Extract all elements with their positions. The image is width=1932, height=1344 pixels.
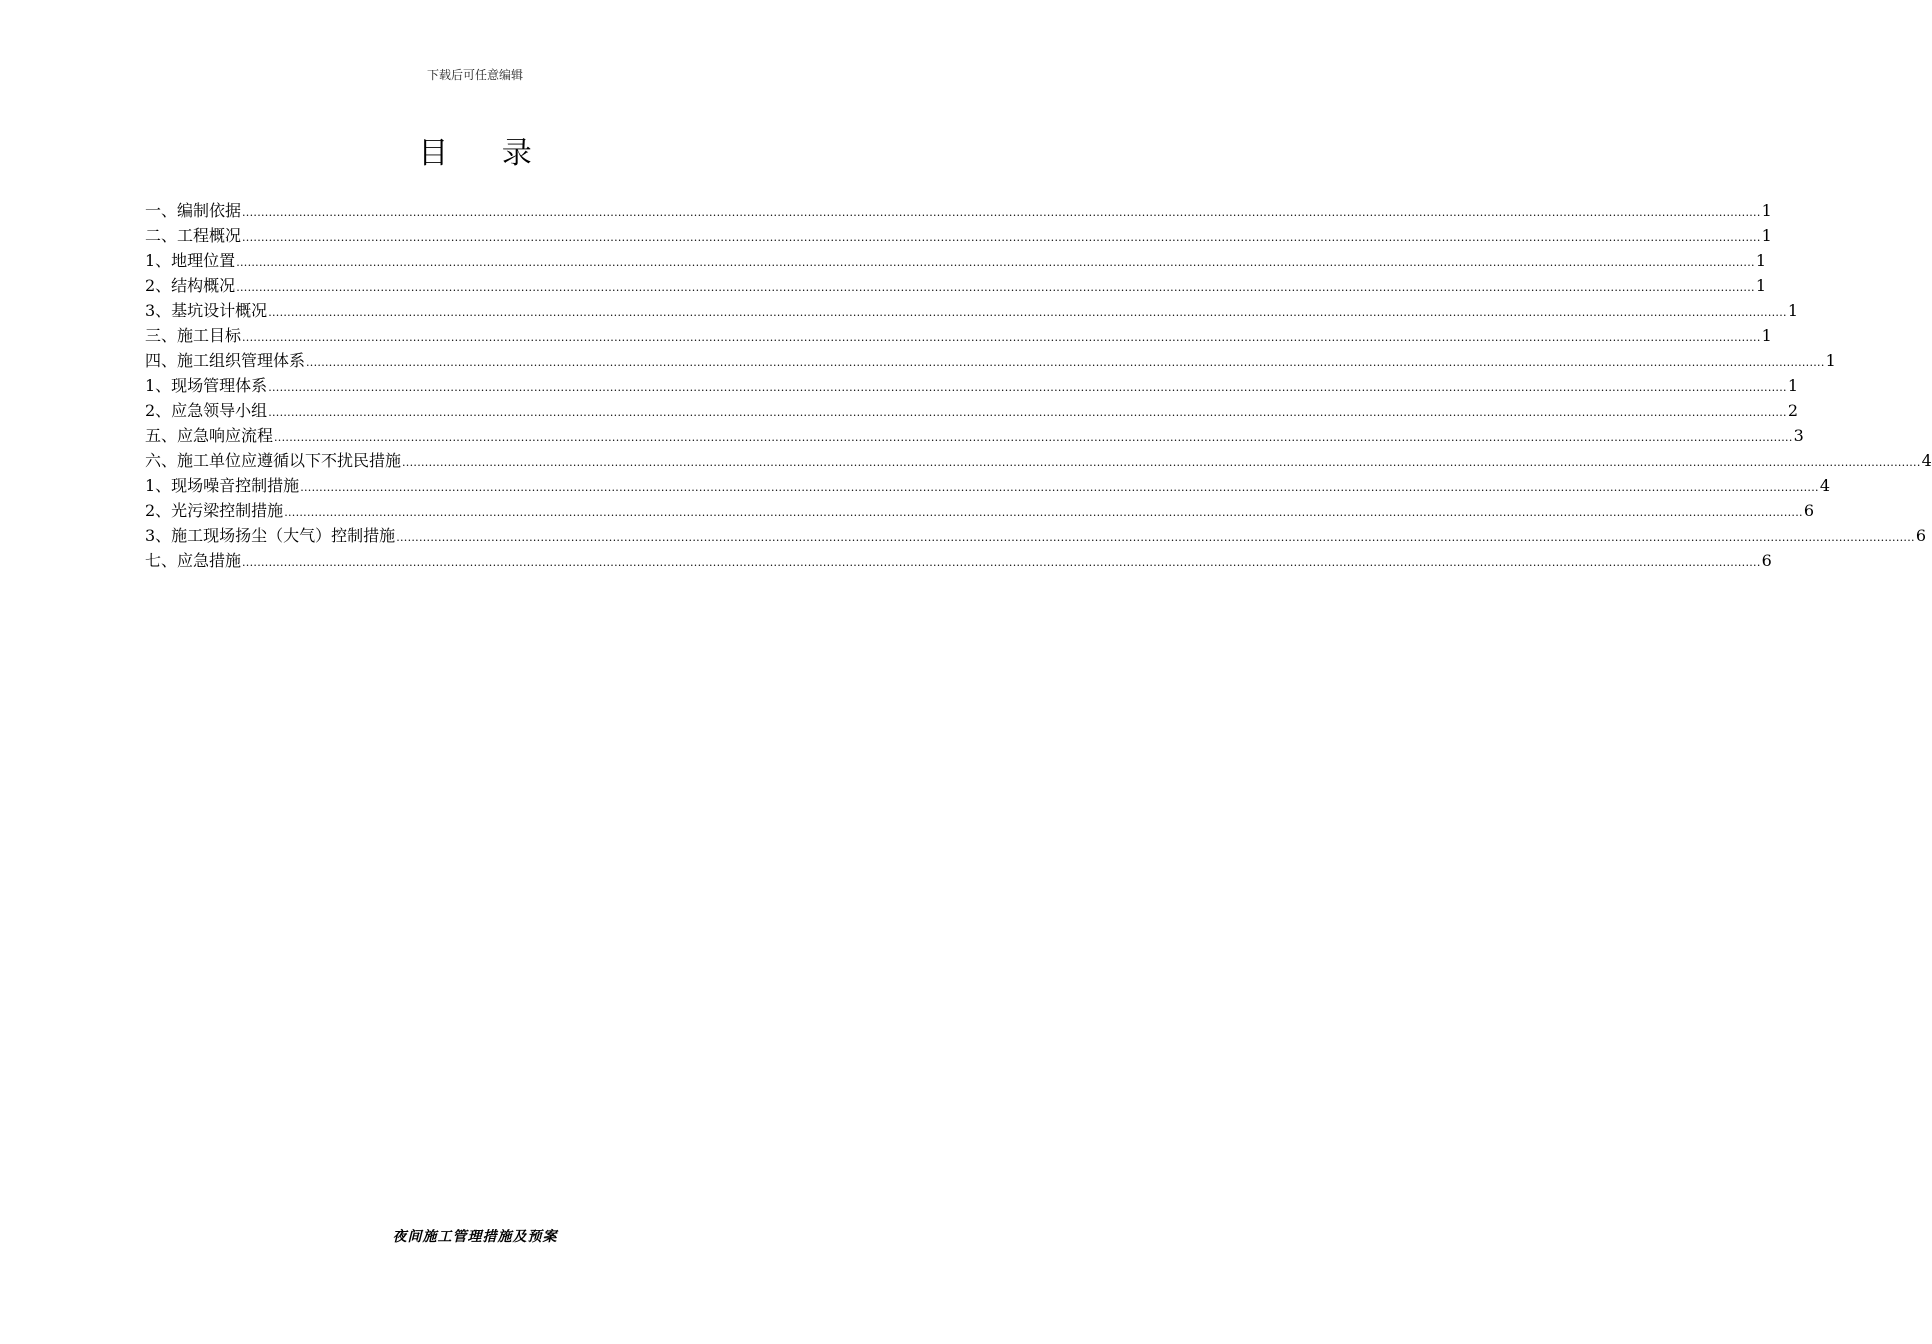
toc-entry-label: 四、施工组织管理体系 — [145, 351, 306, 370]
toc-entry-page-number: 1 — [1787, 301, 1799, 320]
toc-entry[interactable] — [145, 248, 1767, 273]
toc-dot-leader: ................................................................................................................................................................................................................................................................................................................................................................................................................ — [236, 281, 1755, 294]
toc-dot-leader: ................................................................................................................................................................................................................................................................................................................................................................................................................ — [242, 206, 1761, 219]
toc-entry-page-number: 6 — [1761, 551, 1772, 570]
table-of-contents — [145, 198, 1932, 573]
toc-entry[interactable] — [145, 423, 1804, 448]
toc-entry-label: 一、编制依据 — [145, 201, 242, 220]
toc-dot-leader: ................................................................................................................................................................................................................................................................................................................................................................................................................ — [306, 356, 1825, 369]
toc-dot-leader: ................................................................................................................................................................................................................................................................................................................................................................................................................ — [268, 306, 1787, 319]
toc-entry[interactable] — [145, 348, 1836, 373]
toc-entry[interactable] — [145, 498, 1815, 523]
toc-entry-label: 2、光污梁控制措施 — [145, 501, 284, 520]
toc-entry-page-number: 6 — [1915, 526, 1927, 545]
toc-entry[interactable] — [145, 448, 1932, 473]
page-header-note: 下载后可任意编辑 — [426, 68, 523, 82]
toc-entry[interactable] — [145, 298, 1799, 323]
toc-dot-leader: ................................................................................................................................................................................................................................................................................................................................................................................................................ — [396, 531, 1915, 544]
toc-entry-label: 五、应急响应流程 — [145, 426, 274, 445]
toc-entry-page-number: 2 — [1787, 401, 1799, 420]
toc-dot-leader: ................................................................................................................................................................................................................................................................................................................................................................................................................ — [274, 431, 1793, 444]
toc-dot-leader: ................................................................................................................................................................................................................................................................................................................................................................................................................ — [236, 256, 1755, 269]
toc-entry[interactable] — [145, 273, 1767, 298]
document-footer-title: 夜间施工管理措施及预案 — [392, 1229, 558, 1245]
toc-entry-page-number: 1 — [1761, 326, 1772, 345]
toc-entry-page-number: 4 — [1921, 451, 1932, 470]
toc-dot-leader: ................................................................................................................................................................................................................................................................................................................................................................................................................ — [242, 331, 1761, 344]
toc-entry-label: 2、应急领导小组 — [145, 401, 268, 420]
toc-entry[interactable] — [145, 548, 1772, 573]
toc-dot-leader: ................................................................................................................................................................................................................................................................................................................................................................................................................ — [242, 231, 1761, 244]
toc-entry-page-number: 1 — [1755, 276, 1767, 295]
toc-entry[interactable] — [145, 523, 1927, 548]
toc-entry[interactable] — [145, 398, 1799, 423]
toc-entry-page-number: 4 — [1819, 476, 1831, 495]
toc-entry-page-number: 1 — [1761, 226, 1772, 245]
toc-entry[interactable] — [145, 223, 1772, 248]
toc-entry[interactable] — [145, 373, 1799, 398]
toc-entry-label: 3、施工现场扬尘（大气）控制措施 — [145, 526, 396, 545]
toc-entry-label: 2、结构概况 — [145, 276, 236, 295]
toc-entry-label: 六、施工单位应遵循以下不扰民措施 — [145, 451, 402, 470]
toc-dot-leader: ................................................................................................................................................................................................................................................................................................................................................................................................................ — [268, 406, 1787, 419]
toc-entry-label: 3、基坑设计概况 — [145, 301, 268, 320]
toc-entry-label: 二、工程概况 — [145, 226, 242, 245]
toc-entry-label: 三、施工目标 — [145, 326, 242, 345]
toc-entry-label: 1、地理位置 — [145, 251, 236, 270]
toc-entry-page-number: 3 — [1793, 426, 1804, 445]
toc-dot-leader: ................................................................................................................................................................................................................................................................................................................................................................................................................ — [284, 506, 1803, 519]
toc-entry-label: 七、应急措施 — [145, 551, 242, 570]
toc-dot-leader: ................................................................................................................................................................................................................................................................................................................................................................................................................ — [402, 456, 1921, 469]
toc-entry-label: 1、现场噪音控制措施 — [145, 476, 300, 495]
toc-dot-leader: ................................................................................................................................................................................................................................................................................................................................................................................................................ — [242, 556, 1761, 569]
toc-entry-page-number: 1 — [1755, 251, 1767, 270]
toc-entry[interactable] — [145, 323, 1772, 348]
toc-entry[interactable] — [145, 198, 1772, 223]
toc-entry-label: 1、现场管理体系 — [145, 376, 268, 395]
toc-entry-page-number: 1 — [1761, 201, 1772, 220]
toc-entry-page-number: 6 — [1803, 501, 1815, 520]
toc-entry-page-number: 1 — [1825, 351, 1836, 370]
toc-dot-leader: ................................................................................................................................................................................................................................................................................................................................................................................................................ — [300, 481, 1819, 494]
toc-entry-page-number: 1 — [1787, 376, 1799, 395]
toc-dot-leader: ................................................................................................................................................................................................................................................................................................................................................................................................................ — [268, 381, 1787, 394]
toc-title: 目 录 — [418, 136, 554, 171]
toc-entry[interactable] — [145, 473, 1831, 498]
